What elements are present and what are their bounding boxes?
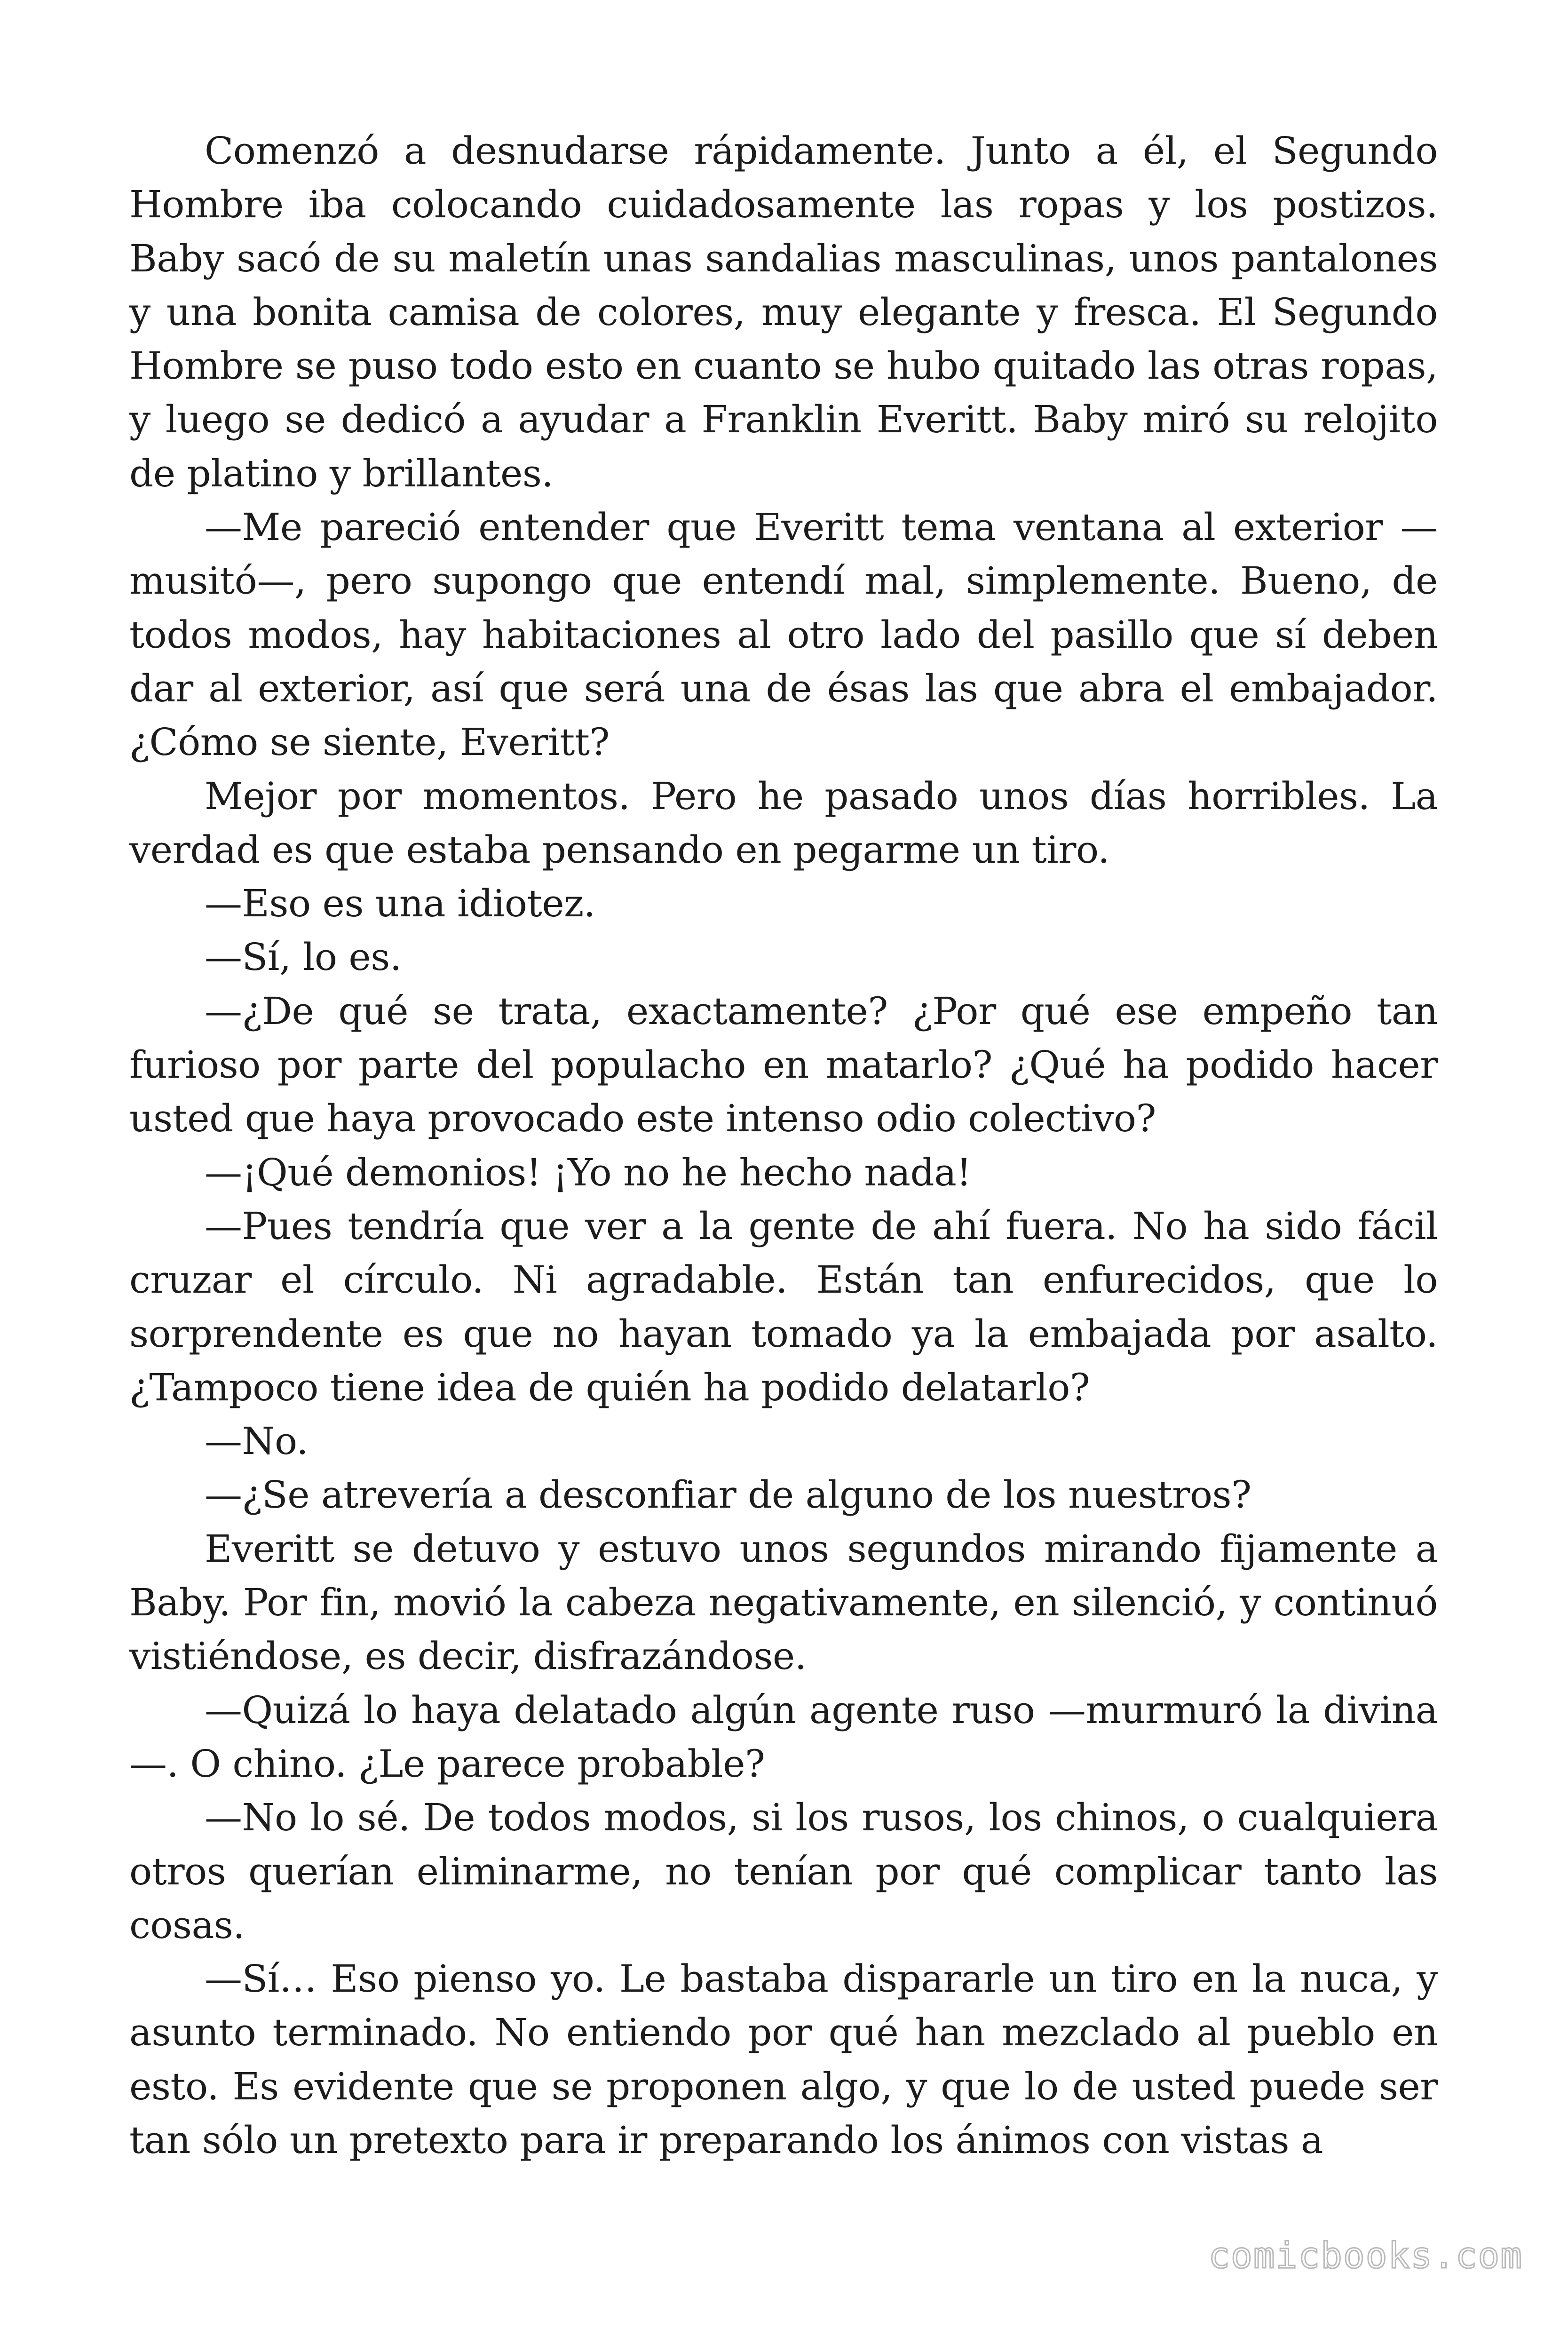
paragraph: —¿Se atrevería a desconfiar de alguno de los nuestros? [205,1473,1251,1517]
paragraph: —Eso es una idiotez. [205,882,595,926]
paragraph: —Quizá lo haya delatado algún agente ruso —murmuró la divina—. O chino. ¿Le parece probable? [129,1688,1438,1786]
paragraph: —Sí, lo es. [205,935,402,979]
paragraph: Mejor por momentos. Pero he pasado unos días horribles. La verdad es que estaba pensando en pegarme un tiro. [129,774,1438,872]
paragraph: —No. [205,1419,309,1463]
body-text [129,124,1438,2167]
paragraph: —No lo sé. De todos modos, si los rusos, los chinos, o cualquiera otros querían eliminarme, no tenían por qué complicar tanto las cosas. [129,1796,1438,1947]
paragraph: Everitt se detuvo y estuvo unos segundos mirando fijamente a Baby. Por fin, movió la cabeza negativamente, en silenció, y continuó vistiéndose, es decir, disfrazándose. [129,1526,1438,1678]
paragraph: —Pues tendría que ver a la gente de ahí fuera. No ha sido fácil cruzar el círculo. Ni agradable. Están tan enfurecidos, que lo sorprendente es que no hayan tomado ya la embajada por asalto. ¿Tampoco tiene idea de quién ha podido delatarlo? [129,1204,1438,1409]
watermark: comicbooks.com [1208,2234,1523,2276]
paragraph: —Me pareció entender que Everitt tema ventana al exterior —musitó—, pero supongo que entendí mal, simplemente. Bueno, de todos modos, hay habitaciones al otro lado del pasillo que sí deben dar al exterior, así que será una de ésas las que abra el embajador. ¿Cómo se siente, Everitt? [129,505,1438,764]
paragraph: —¿De qué se trata, exactamente? ¿Por qué ese empeño tan furioso por parte del populacho en matarlo? ¿Qué ha podido hacer usted que haya provocado este intenso odio colectivo? [129,989,1438,1141]
paragraph: Comenzó a desnudarse rápidamente. Junto a él, el Segundo Hombre iba colocando cuidadosamente las ropas y los postizos. Baby sacó de su maletín unas sandalias masculinas, unos pantalones y una bonita camisa de colores, muy elegante y fresca. El Segundo Hombre se puso todo esto en cuanto se hubo quitado las otras ropas, y luego se dedicó a ayudar a Franklin Everitt. Baby miró su relojito de platino y brillantes. [129,129,1438,495]
paragraph: —Sí… Eso pienso yo. Le bastaba dispararle un tiro en la nuca, y asunto terminado. No entiendo por qué han mezclado al pueblo en esto. Es evidente que se proponen algo, y que lo de usted puede ser tan sólo un pretexto para ir preparando los ánimos con vistas a [129,1957,1438,2162]
paragraph: —¡Qué demonios! ¡Yo no he hecho nada! [205,1150,972,1194]
